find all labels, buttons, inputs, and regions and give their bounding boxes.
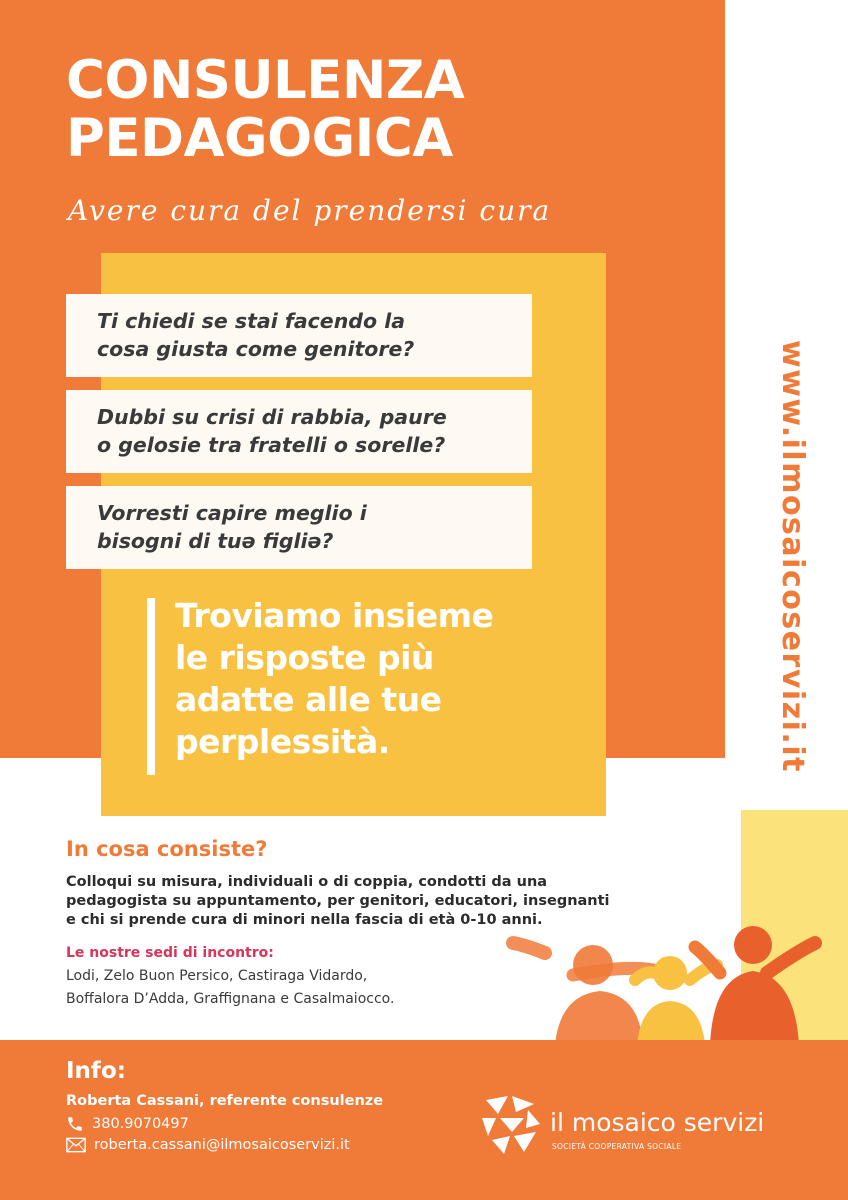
details-line-2: pedagogista su appuntamento, per genitori, educatori, insegnanti (66, 893, 610, 909)
email-row[interactable] (66, 1137, 350, 1153)
locations-line-1: Lodi, Zelo Buon Persico, Castiraga Vidardo, (66, 968, 368, 984)
question-card-1 (66, 294, 532, 377)
contact-name: Roberta Cassani, referente consulenze (66, 1093, 384, 1109)
details-body (66, 873, 610, 930)
phone-row[interactable] (66, 1115, 189, 1133)
page-title (66, 52, 464, 168)
answer-line-4: perplessità. (175, 722, 390, 761)
locations-list (66, 965, 394, 1011)
phone-number: 380.9070497 (92, 1116, 189, 1132)
title-line-2: PEDAGOGICA (66, 108, 453, 169)
details-heading: In cosa consiste? (66, 837, 268, 861)
subtitle: Avere cura del prendersi cura (68, 194, 552, 227)
phone-icon (66, 1115, 84, 1133)
email-address: roberta.cassani@ilmosaicoservizi.it (94, 1137, 350, 1153)
website-link[interactable]: www.ilmosaicoservizi.it (775, 340, 810, 773)
question-3-line-2: bisogni di tuə figliə? (97, 529, 334, 553)
logo-tagline: SOCIETÀ COOPERATIVA SOCIALE (552, 1142, 682, 1151)
answer-line-1: Troviamo insieme (175, 596, 494, 635)
answer-headline (175, 595, 493, 763)
question-2-line-1: Dubbi su crisi di rabbia, paure (97, 405, 447, 429)
envelope-icon (66, 1137, 86, 1153)
question-card-3 (66, 486, 532, 569)
details-line-1: Colloqui su misura, individuali o di coppia, condotti da una (66, 874, 548, 890)
question-3-line-1: Vorresti capire meglio i (97, 501, 367, 525)
question-1-line-2: cosa giusta come genitore? (97, 337, 415, 361)
question-card-2 (66, 390, 532, 473)
details-line-3: e chi si prende cura di minori nella fascia di età 0-10 anni. (66, 912, 543, 928)
locations-heading: Le nostre sedi di incontro: (66, 945, 274, 961)
info-title: Info: (66, 1058, 126, 1084)
answer-line-3: adatte alle tue (175, 680, 442, 719)
question-2-line-2: o gelosie tra fratelli o sorelle? (97, 433, 446, 457)
company-logo[interactable] (478, 1092, 808, 1162)
mosaic-logo-icon (478, 1092, 542, 1158)
locations-line-2: Boffalora D’Adda, Graffignana e Casalmaiocco. (66, 991, 395, 1007)
logo-name: il mosaico servizi (550, 1108, 765, 1137)
title-line-1: CONSULENZA (66, 50, 465, 111)
answer-accent-bar (147, 598, 155, 775)
question-1-line-1: Ti chiedi se stai facendo la (97, 309, 406, 333)
people-illustration (505, 925, 835, 1045)
answer-line-2: le risposte più (175, 638, 434, 677)
